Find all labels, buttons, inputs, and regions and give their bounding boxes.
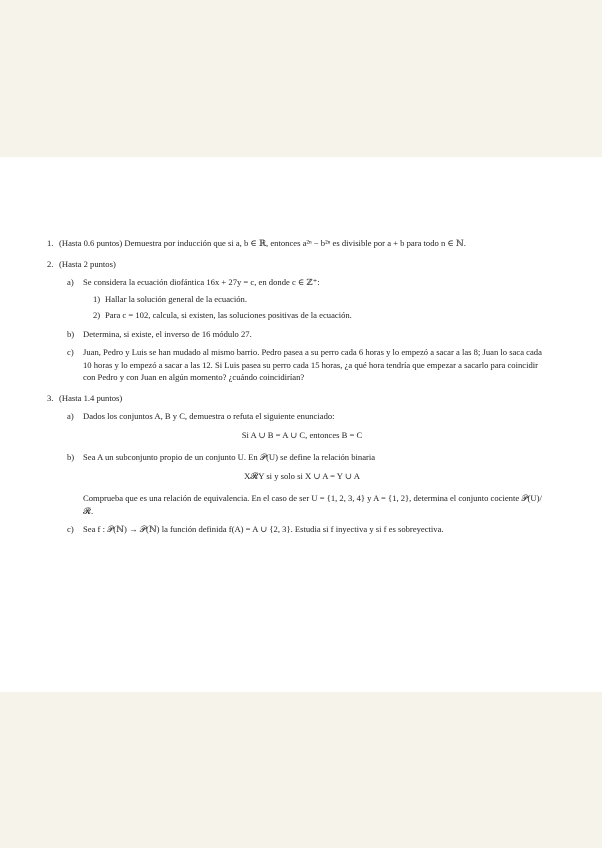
subitem-2a-1 <box>59 293 545 306</box>
subquestion-2a <box>59 276 545 289</box>
subitem-text: Para c = 102, calcula, si existen, las soluciones positivas de la ecuación. <box>105 310 352 320</box>
formula-3b: X𝓡Y si y solo si X ∪ A = Y ∪ A <box>244 470 360 481</box>
subquestion-letter: a) <box>67 277 74 287</box>
subquestion-text: Dados los conjuntos A, B y C, demuestra o refuta el siguiente enunciado: <box>83 411 335 421</box>
question-text: (Hasta 0.6 puntos) Demuestra por inducción que si a, b ∈ ℝ, entonces a²ⁿ − b²ⁿ es divisible por a + b para todo n ∈ ℕ. <box>59 238 466 248</box>
question-number: 3. <box>47 392 54 403</box>
subquestion-text: Juan, Pedro y Luis se han mudado al mismo barrio. Pedro pasea a su perro cada 6 horas y lo empezó a sacar a las 8; Juan lo saca cada 10 horas y lo empezó a sacar a las 12. Si Luis pasea su perro cada 15 horas, ¿a qué hora tendría que empezar a sacarlo para coincidir con Pedro y con Juan en algún momento? ¿cuándo coincidirían? <box>83 347 542 382</box>
question-title: (Hasta 2 puntos) <box>59 258 116 269</box>
subquestion-3c <box>59 523 545 536</box>
question-2 <box>47 258 545 384</box>
subquestion-2c <box>59 346 545 384</box>
question-number: 1. <box>47 238 54 248</box>
subquestion-3a <box>59 410 545 423</box>
question-1 <box>47 237 545 250</box>
subquestion-letter: a) <box>67 411 74 421</box>
subquestion-text: Sea A un subconjunto propio de un conjunto U. En 𝒫(U) se define la relación binaria <box>83 452 376 462</box>
subitem-text: Hallar la solución general de la ecuación. <box>105 293 247 304</box>
subitem-2a-2 <box>59 309 545 322</box>
subitem-number: 2) <box>93 310 101 320</box>
question-3 <box>47 392 545 536</box>
question-number: 2. <box>47 258 54 269</box>
subquestion-2b <box>59 328 545 341</box>
formula-3a: Si A ∪ B = A ∪ C, entonces B = C <box>241 429 363 440</box>
subquestion-text: Determina, si existe, el inverso de 16 módulo 27. <box>83 328 252 339</box>
subquestion-letter: c) <box>67 347 74 357</box>
exam-content <box>47 237 545 544</box>
subquestion-3b-continuation: Comprueba que es una relación de equivalencia. En el caso de ser U = {1, 2, 3, 4} y A = {1, 2}, determina el conjunto cociente 𝒫(U)/𝓡. <box>83 493 542 516</box>
subquestion-letter: b) <box>67 452 75 462</box>
document-page <box>0 157 602 692</box>
subquestion-letter: b) <box>67 328 75 339</box>
subitem-number: 1) <box>93 293 101 304</box>
subquestion-text: Sea f : 𝒫(ℕ) → 𝒫(ℕ) la función definida f(A) = A ∪ {2, 3}. Estudia si f inyectiva y si f es sobreyectiva. <box>83 524 444 534</box>
question-title: (Hasta 1.4 puntos) <box>59 392 123 403</box>
subquestion-letter: c) <box>67 524 74 534</box>
subquestion-text: Se considera la ecuación diofántica 16x + 27y = c, en donde c ∈ ℤ⁺: <box>83 277 320 287</box>
subquestion-3b <box>59 451 545 464</box>
